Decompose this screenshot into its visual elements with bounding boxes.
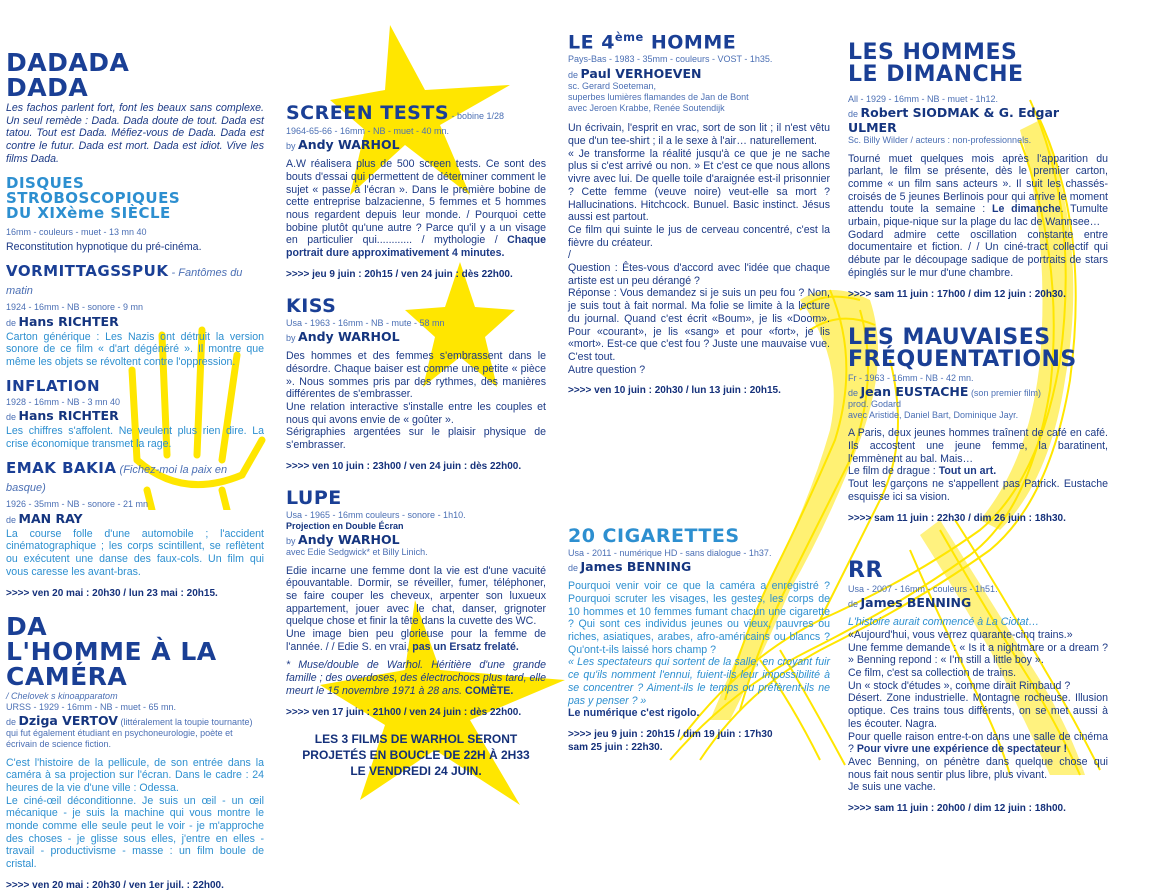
20-cigarettes-quote: « Les spectateurs qui sortent de la salle, en croyant fuir ce qu'ils nomment l'ennui, fuient-ils leur impossibilité à se concentrer ? Aiment-ils le temps ou préfèrent-ils ne pas y penser ? » [568, 656, 830, 707]
emak-director: MAN RAY [18, 510, 83, 526]
director-prefix: de [848, 599, 861, 610]
4eme-homme-text: Un écrivain, l'esprit en vrac, sort de son lit ; il n'est vêtu que d'un tee-shirt ; il a le sexe à l'air… naturellement. « Je transforme la réalité jusqu'à ce que je ne sache plus si c'est arrivé ou non. » Et c'est ce que nous allons vivre avec lui. De quelle toile d'araignée est-il prisonnier ? Cette femme (veuve noire) veut-elle sa mort ? Hallucinations. Hitchcock. Bunuel. Basic instinct. Jésus aussi est partout. Ce film qui suinte le jus de cerveau concentré, c'est la fièvre du créateur. / Question : Êtes-vous d'accord avec l'idée que chaque artiste est un peu dérangé ? Réponse : Vous demandez si je suis un peu fou ? Non, je suis tout à fait normal. Ma folie se limite à la lecture du journal. Quand c'est écrit «Boum», je lis «Doom». Pour «courant», je lis «sang» et pour «fort», je lis «mort». Est-ce que c'est fou ? Juste une mauvaise vue. C'est tout. Autre question ? [568, 122, 830, 376]
column-1 [6, 50, 264, 892]
20-cigarettes-director-line [568, 559, 830, 574]
mauvaises-credits: prod. Godard avec Aristide, Daniel Bart, Dominique Jayr. [848, 398, 1019, 421]
disques-title-line1: DISQUES STROBOSCOPIQUES [6, 173, 181, 207]
director-prefix: de [6, 717, 19, 728]
da-title-line1: DA [6, 611, 48, 641]
text-bold: Tout un art. [938, 465, 997, 478]
dadada-title-line2: DADA [6, 73, 89, 102]
mauvaises-meta: Fr - 1963 - 16mm - NB - 42 mn. [848, 372, 974, 383]
director-prefix: de [568, 69, 581, 80]
kiss-director-line [286, 329, 546, 344]
lupe-text-main: Edie incarne une femme dont la vie est d'une vacuité épouvantable. Dormir, se réveiller, fumer, téléphoner, se faire couper les cheveux, arpenter son luxueux appartement, jouer avec le chat, danser, grignoter quelque chose et finir la tête dans la cuvette des WC. Une image bien peu glorieuse pour la femme de l'année. / / Edie S. en vrai, [286, 564, 546, 653]
hommes-dimanche-meta: All - 1929 - 16mm - NB - muet - 1h12. [848, 94, 999, 104]
hommes-dimanche-director-line [848, 105, 1108, 135]
da-director-note: (littéralement la toupie tournante) [117, 717, 253, 728]
text-bold: Pour vivre une expérience de spectateur ! [856, 743, 1068, 756]
director-prefix: by [286, 536, 299, 547]
vormittagsspuk-subtitle: - Fantômes du matin [6, 267, 243, 298]
emak-schedule: >>>> ven 20 mai : 20h30 / lun 23 mai : 20h15. [6, 587, 218, 599]
column-4 [848, 40, 1108, 815]
da-meta: URSS - 1929 - 16mm - NB - muet - 65 mn. [6, 701, 177, 712]
emak-director-line [6, 511, 264, 526]
rr-director: James BENNING [860, 595, 972, 611]
20-cigarettes-text: Pourquoi venir voir ce que la caméra a enregistré ? Pourquoi scruter les visages, les gestes, les corps de 10 hommes et 10 femmes fumant chacun une cigarette ? Qui sont ces individus jeunes ou vieux, pauvres ou riches, asiatiques, arabes, afro-américains ou blancs ? Qu'ont-t-ils laissé hors champ ? [568, 580, 830, 656]
screen-tests-text-bold: Chaque portrait dure approximativement 4 minutes. [286, 234, 546, 260]
screen-tests-title: SCREEN TESTS [286, 102, 450, 124]
20-cigarettes-meta: Usa - 2011 - numérique HD - sans dialogue - 1h37. [568, 548, 772, 558]
lupe-text [286, 565, 546, 654]
emak-meta: 1926 - 35mm - NB - sonore - 21 mn [6, 499, 149, 510]
screen-tests-text-main: A.W réalisera plus de 500 screen tests. Ce sont des bouts d'essai qui permettent de déterminer comment le sujet « passe à l'écran ». Dans le première bobine de cette entreprise balzacienne, 5 femmes et 5 hommes nous regardent depuis leur monde. / Pourquoi cette bobine plutôt qu'une autre ? Parce qu'il y a un visage en particulier qui............ / mythologie / [286, 158, 546, 247]
da-original-title: / Chelovek s kinoapparatom [6, 690, 118, 701]
screen-tests-text [286, 158, 546, 260]
lupe-director: Andy WARHOL [298, 532, 400, 548]
director-prefix: by [286, 141, 299, 152]
director-prefix: de [6, 412, 19, 423]
kiss-schedule: >>>> ven 10 juin : 23h00 / ven 24 juin : dès 22h00. [286, 460, 522, 472]
kiss-director: Andy WARHOL [298, 329, 400, 345]
director-prefix: de [568, 563, 581, 574]
section-screen-tests [286, 104, 546, 281]
lupe-schedule: >>>> ven 17 juin : 21h00 / ven 24 juin : dès 22h00. [286, 706, 522, 718]
vormittagsspuk-director: Hans RICHTER [18, 313, 119, 329]
da-text: C'est l'histoire de la pellicule, de son entrée dans la caméra à sa projection sur l'écran. Dans le cadre : 24 heures de la vie d'une ville : Odessa. Le ciné-œil déconditionne. Je suis un œil - un œil mécanique - je suis la machine qui vous montre le monde comme elle seule peut le voir - je m'approche des choses - je glisse sous elles, j'entre en elles - travail - productivisme - masse : un film boule de cristal. [6, 756, 264, 871]
lupe-note-end: COMÈTE. [465, 684, 514, 697]
4eme-homme-director: Paul VERHOEVEN [580, 65, 702, 81]
20-cigarettes-director: James BENNING [580, 559, 692, 575]
rr-intro: L'histoire aurait commencé à La Ciotat… [848, 616, 1040, 629]
rr-director-line [848, 595, 1108, 610]
section-emak-bakia [6, 460, 264, 599]
director-prefix: de [848, 109, 861, 120]
lupe-director-line [286, 532, 546, 547]
4eme-homme-credits: sc. Gerard Soeteman, superbes lumières flamandes de Jan de Bont avec Jeroen Krabbe, Renée Soutendijk [568, 80, 749, 114]
vormittagsspuk-title: VORMITTAGSSPUK [6, 262, 169, 281]
director-prefix: by [286, 333, 299, 344]
director-prefix: de [848, 387, 861, 398]
hommes-dimanche-text [848, 153, 1108, 280]
mauvaises-director-note: (son premier film) [968, 387, 1041, 398]
vormittagsspuk-text: Carton générique : Les Nazis ont détruit la version sonore de ce film « d'art dégénéré ». Il montre que même les objets se révoltent contre l'oppression. [6, 330, 264, 369]
section-vormittagsspuk [6, 263, 264, 368]
text-part: . Tumulte urbain, pique-nique sur la plage du lac de Wannsee… Godard admire cette oscillation constante entre documentaire et fiction. / / Un ciné-tract collectif qui débute par le découpage sadique de portraits de stars épinglés sur le mur d'une chambre. [848, 203, 1108, 279]
emak-text: La course folle d'une automobile ; l'accident cinématographique ; les corps scintillent, se reflètent ou exécutent une danse des faux-cols. Un film qui vous caresse les avant-bras. [6, 527, 264, 578]
section-20-cigarettes [568, 527, 830, 754]
emak-title: EMAK BAKIA [6, 459, 117, 478]
kiss-text: Des hommes et des femmes s'embrassent dans le désordre. Chaque baiser est comme une petite « pièce ». Nous sommes pris par des rythmes, des manières différentes de s'embrasser. Une relation interactive s'installe entre les couples et nous qui avons envie de « goûter ». Sérigraphies argentées sur le plaisir physique de s'embrasser. [286, 350, 546, 452]
section-mauvaises-frequentations [848, 324, 1108, 525]
rr-schedule: >>>> sam 11 juin : 20h00 / dim 12 juin : 18h00. [848, 803, 1066, 815]
section-4eme-homme [568, 32, 830, 397]
4eme-homme-title [568, 32, 830, 52]
inflation-text: Les chiffres s'affolent. Ne veulent plus rien dire. La crise économique transmet la rage. [6, 425, 264, 450]
rr-title: RR [848, 558, 883, 583]
emak-subtitle: (Fichez-moi la paix en basque) [6, 464, 228, 495]
screen-tests-schedule: >>>> jeu 9 juin : 20h15 / ven 24 juin : dès 22h00. [286, 268, 513, 280]
vormittagsspuk-director-line [6, 314, 264, 329]
text-part: Tout les garçons ne s'appellent pas Patrick. Eustache esquisse ici sa vision. [848, 478, 1108, 503]
20-cigarettes-conclusion: Le numérique c'est rigolo. [568, 707, 700, 720]
text-part: Tourné muet quelques mois après l'apparition du parlant, le film se présente, dès le premier carton, comme « un film sans acteurs ». Il suit les chassés-croisés de 5 jeunes Berlinois pour qui arrive le moment attendu toute la semaine : [848, 152, 1108, 216]
20-cigarettes-title: 20 CIGARETTES [568, 525, 740, 547]
lupe-note-main: * Muse/double de Warhol. Héritière d'une grande famille ; des overdoses, des électrochocs plus tard, elle meurt le 15 novembre 1971 à 28 ans. [286, 659, 546, 697]
mauvaises-director: Jean EUSTACHE [860, 383, 969, 399]
mauvaises-director-line [848, 384, 1108, 399]
text-bold: Le dimanche [992, 203, 1061, 216]
kiss-meta: Usa - 1963 - 16mm - NB - mute - 58 mn [286, 317, 445, 328]
da-director-line [6, 713, 264, 728]
director-prefix: de [6, 514, 19, 525]
da-director-bio: qui fut également étudiant en psychoneurologie, poète et écrivain de science fiction. [6, 728, 233, 750]
text-part: A Paris, deux jeunes hommes traînent de café en café. Ils accostent une jeune femme, la baratinent, l'emmènent au bal. Mais… Le film de drague : [848, 427, 1108, 478]
screen-tests-meta: 1964-65-66 - 16mm - NB - muet - 40 mn. [286, 126, 450, 136]
disques-meta: 16mm - couleurs - muet - 13 mn 40 [6, 226, 147, 237]
title-sup: ème [614, 30, 644, 44]
dadada-title-line1: DADADA [6, 48, 130, 77]
lupe-text-bold: pas un Ersatz frelaté. [412, 640, 519, 653]
lupe-projection: Projection en Double Écran [286, 521, 404, 531]
screen-tests-director-line [286, 137, 546, 152]
hommes-dimanche-schedule: >>>> sam 11 juin : 17h00 / dim 12 juin : 20h30. [848, 288, 1066, 300]
dadada-text: Les fachos parlent fort, font les beaux sans complexe. Un seul remède : Dada. Dada doute de tout. Dada est tatou. Tout est Dada. Méfiez-vous de Dada. Dada est contre le futur. Dada est mort. Dada est idiot. Vive les films Dada. [6, 102, 264, 165]
section-disques [6, 173, 264, 254]
lupe-credits: avec Edie Sedgwick* et Billy Linich. [286, 547, 428, 558]
hommes-dimanche-title-line2: LE DIMANCHE [848, 62, 1024, 87]
column-3 [568, 30, 830, 753]
da-schedule: >>>> ven 20 mai : 20h30 / ven 1er juil. : 22h00. [6, 879, 224, 891]
section-dadada [6, 50, 264, 166]
mauvaises-text [848, 427, 1108, 503]
da-director: Dziga VERTOV [18, 713, 118, 729]
20-cigarettes-schedule: >>>> jeu 9 juin : 20h15 / dim 19 juin : 17h30 sam 25 juin : 22h30. [568, 728, 773, 753]
section-rr [848, 560, 1108, 815]
screen-tests-director: Andy WARHOL [298, 137, 400, 153]
disques-title-line2: DU XIXème SIÈCLE [6, 203, 171, 222]
lupe-note [286, 659, 546, 697]
hommes-dimanche-title-line1: LES HOMMES [848, 40, 1018, 65]
director-prefix: de [6, 317, 19, 328]
section-kiss [286, 294, 546, 473]
4eme-homme-schedule: >>>> ven 10 juin : 20h30 / lun 13 juin : 20h15. [568, 385, 781, 397]
title-part: HOMME [643, 31, 737, 54]
section-hommes-dimanche [848, 42, 1108, 301]
inflation-director-line [6, 408, 264, 423]
section-lupe [286, 486, 546, 719]
da-title-line2: L'HOMME À LA CAMÉRA [6, 636, 217, 691]
disques-text: Reconstitution hypnotique du pré-cinéma. [6, 240, 202, 253]
mauvaises-title-line1: LES MAUVAISES [848, 324, 1051, 350]
lupe-meta: Usa - 1965 - 16mm couleurs - sonore - 1h10. [286, 509, 466, 520]
4eme-homme-director-line [568, 66, 830, 81]
rr-text [848, 629, 1108, 794]
section-da [6, 611, 264, 892]
kiss-title: KISS [286, 294, 337, 317]
mauvaises-title-line2: FRÉQUENTATIONS [848, 346, 1077, 372]
vormittagsspuk-meta: 1924 - 16mm - NB - sonore - 9 mn [6, 302, 144, 313]
inflation-director: Hans RICHTER [18, 408, 119, 424]
text-part: Avec Benning, on pénètre dans quelque chose qui nous fait nous sentir plus libre, plus vivant. Je suis une vache. [848, 755, 1108, 794]
mauvaises-schedule: >>>> sam 11 juin : 22h30 / dim 26 juin : 18h30. [848, 512, 1066, 524]
rr-meta: Usa - 2007 - 16mm - couleurs - 1h51. [848, 584, 998, 594]
screen-tests-subtitle: - bobine 1/28 [449, 111, 505, 121]
section-inflation [6, 376, 264, 451]
4eme-homme-meta: Pays-Bas - 1983 - 35mm - couleurs - VOST - 1h35. [568, 54, 773, 65]
title-part: LE 4 [568, 31, 615, 54]
inflation-meta: 1928 - 16mm - NB - 3 mn 40 [6, 396, 121, 407]
warhol-loop-notice: LES 3 FILMS DE WARHOL SERONT PROJETÉS EN BOUCLE DE 22H À 2H33 LE VENDREDI 24 JUIN. [302, 731, 530, 778]
hommes-dimanche-director: Robert SIODMAK & G. Edgar ULMER [848, 105, 1060, 136]
inflation-title: INFLATION [6, 376, 101, 395]
hommes-dimanche-credits: Sc. Billy Wilder / acteurs : non-professionnels. [848, 135, 1032, 146]
text-part: «Aujourd'hui, vous verrez quarante-cinq trains.» Une femme demande : « Is it a nightmare or a dream ? » Benning repond : « I'm still a little boy ». Ce film, c'est sa collection de trains. Un « stock d'études », comme dirait Rimbaud ? Désert. Zone industrielle. Montagne rocheuse. Illusion optique. Ces trains tous différents, on se met aussi à les écouter. Nagra. Pour quelle raison entre-t-on dans une salle de cinéma ? [848, 628, 1108, 756]
lupe-title: LUPE [286, 486, 342, 509]
column-2 [286, 104, 546, 791]
